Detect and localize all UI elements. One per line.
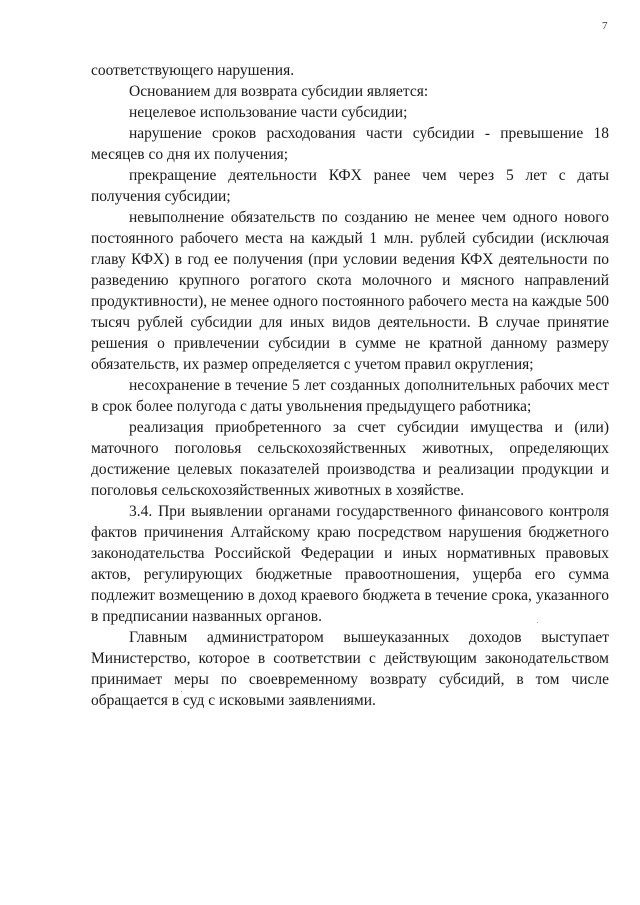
scan-speck xyxy=(181,691,182,692)
list-item-jobs-retention: несохранение в течение 5 лет созданных дополнительных рабочих мест в срок более полугода с даты увольнения предыдущего работника; xyxy=(91,377,609,415)
list-item-misuse: нецелевое использование части субсидии; xyxy=(129,104,408,121)
list-item-asset-sale: реализация приобретенного за счет субсидии имущества и (или) маточного поголовья сельскохозяйственных животных, определяющих достижение целевых показателей производства и реализации продукции и поголовья сельскохозяйственных животных в хозяйстве. xyxy=(91,419,609,499)
list-item-deadline-violation: нарушение сроков расходования части субсидии - превышение 18 месяцев со дня их получения; xyxy=(91,125,609,163)
paragraph-administrator: Главным администратором вышеуказанных доходов выступает Министерство, которое в соответствии с действующим законодательством принимает меры по своевременному возврату субсидий, в том числе обращается в суд с исковыми заявлениями. xyxy=(91,629,609,709)
scan-speck xyxy=(537,622,538,623)
list-item-termination: прекращение деятельности КФХ ранее чем через 5 лет с даты получения субсидии; xyxy=(91,167,609,205)
paragraph-grounds-intro: Основанием для возврата субсидии является: xyxy=(129,83,429,100)
document-body xyxy=(91,60,609,711)
page-number: 7 xyxy=(602,20,608,32)
paragraph-section-3-4: 3.4. При выявлении органами государственного финансового контроля фактов причинения Алтайскому краю посредством нарушения бюджетного законодательства Российской Федерации и иных нормативных правовых актов, регулирующих бюджетные правоотношения, ущерба его сумма подлежит возмещению в доход краевого бюджета в течение срока, указанного в предписании названных органов. xyxy=(91,503,609,625)
paragraph-continuation: соответствующего нарушения. xyxy=(91,62,295,79)
list-item-jobs-obligation: невыполнение обязательств по созданию не менее чем одного нового постоянного рабочего места на каждый 1 млн. рублей субсидии (исключая главу КФХ) в год ее получения (при условии ведения КФХ деятельности по разведению крупного рогатого скота молочного и мясного направлений продуктивности), не менее одного постоянного рабочего места на каждые 500 тысяч рублей субсидии для иных видов деятельности. В случае принятие решения о привлечении субсидии в сумме не кратной данному размеру обязательств, их размер определяется с учетом правил округления; xyxy=(91,209,609,373)
